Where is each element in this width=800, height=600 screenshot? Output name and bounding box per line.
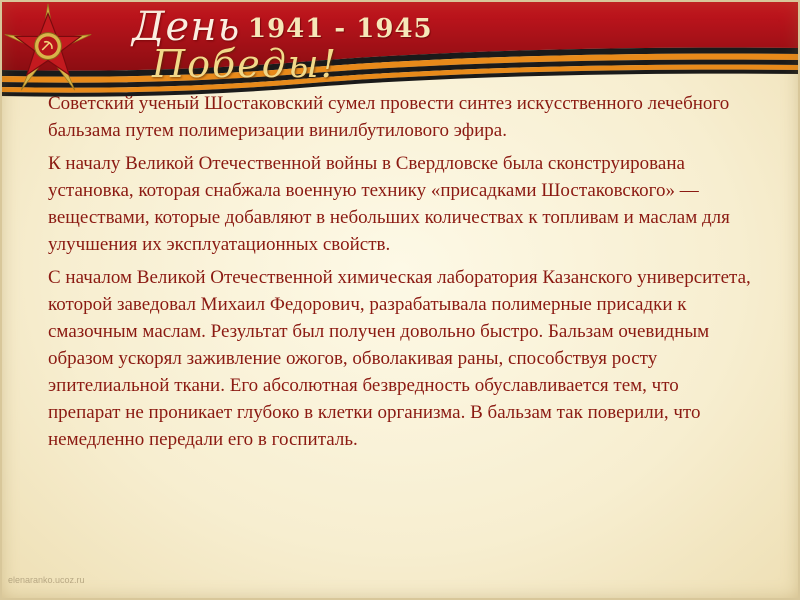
banner-title-victory: Победы! [152,42,339,86]
paragraph-synthesis: Советский ученый Шостаковский сумел провести синтез искусственного лечебного бальзама путем полимеризации винилбутилового эфира. [48,93,730,141]
paragraph-sverdlovsk: К началу Великой Отечественной войны в Свердловске была сконструирована установка, которая снабжала военную технику «присадками Шостаковского» — веществами, которые добавляют в небольших количествах к топливам и маслам для улучшения их эксплуатационных свойств. [48,153,730,255]
header-banner [0,0,800,100]
source-watermark: elenaranko.ucoz.ru [8,575,85,585]
paragraph-kazan-lab: С началом Великой Отечественной химическая лаборатория Казанского университета, которой заведовал Михаил Федорович, разрабатывала полимерные присадки к смазочным маслам. Результат был получен довольно быстро. Бальзам очевидным образом ускорял заживление ожогов, обволакивая раны, способствуя росту эпителиальной ткани. Его абсолютная безвредность обуславливается тем, что препарат не проникает глубоко в клетки организма. В бальзам так поверили, что немедленно передали его в госпиталь. [48,267,751,450]
order-of-patriotic-war-star-icon [0,0,96,96]
banner-title-day: День [132,4,241,50]
banner-years: 1941 - 1945 [248,14,433,44]
slide-content [48,90,754,459]
